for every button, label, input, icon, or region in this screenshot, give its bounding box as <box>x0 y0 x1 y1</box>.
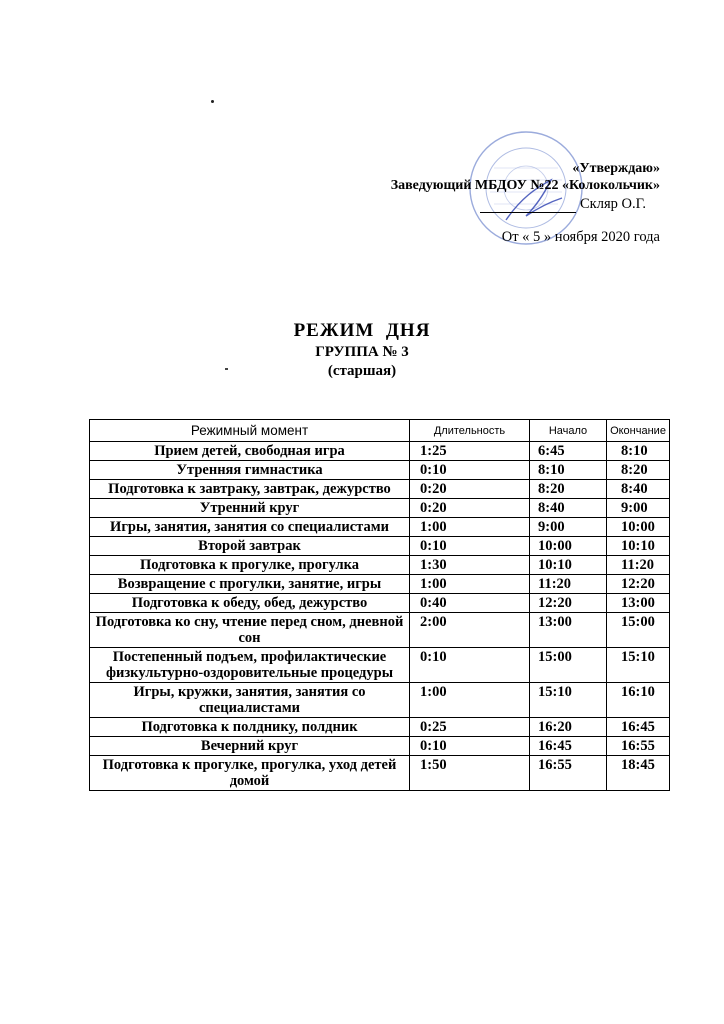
start-cell: 8:40 <box>530 499 607 518</box>
activity-cell: Подготовка к завтраку, завтрак, дежурство <box>90 480 410 499</box>
column-header-duration: Длительность <box>410 420 530 442</box>
table-row <box>90 537 670 556</box>
table-row <box>90 480 670 499</box>
duration-cell: 1:25 <box>410 442 530 461</box>
end-cell: 15:10 <box>607 648 670 683</box>
column-header-start: Начало <box>530 420 607 442</box>
table-row <box>90 756 670 791</box>
end-cell: 12:20 <box>607 575 670 594</box>
start-cell: 8:10 <box>530 461 607 480</box>
activity-cell: Подготовка к полднику, полдник <box>90 718 410 737</box>
approver-position: Заведующий МБДОУ №22 «Колокольчик» <box>390 178 660 193</box>
activity-cell: Подготовка к прогулке, прогулка, уход детей домой <box>90 756 410 791</box>
activity-cell: Второй завтрак <box>90 537 410 556</box>
activity-cell: Игры, кружки, занятия, занятия со специалистами <box>90 683 410 718</box>
duration-cell: 1:00 <box>410 683 530 718</box>
end-cell: 8:10 <box>607 442 670 461</box>
start-cell: 15:10 <box>530 683 607 718</box>
activity-cell: Вечерний круг <box>90 737 410 756</box>
column-header-activity: Режимный момент <box>90 420 410 442</box>
activity-cell: Возвращение с прогулки, занятие, игры <box>90 575 410 594</box>
page-title: РЕЖИМ ДНЯ <box>293 320 431 341</box>
end-cell: 10:00 <box>607 518 670 537</box>
end-cell: 16:10 <box>607 683 670 718</box>
activity-cell: Постепенный подъем, профилактические физкультурно-оздоровительные процедуры <box>90 648 410 683</box>
duration-cell: 0:10 <box>410 737 530 756</box>
table-row <box>90 518 670 537</box>
start-cell: 11:20 <box>530 575 607 594</box>
duration-cell: 0:40 <box>410 594 530 613</box>
end-cell: 13:00 <box>607 594 670 613</box>
activity-cell: Подготовка ко сну, чтение перед сном, дневной сон <box>90 613 410 648</box>
table-row <box>90 648 670 683</box>
duration-cell: 0:10 <box>410 461 530 480</box>
table-row <box>90 594 670 613</box>
approval-block <box>391 160 660 194</box>
scan-speck <box>211 100 214 103</box>
start-cell: 16:55 <box>530 756 607 791</box>
start-cell: 8:20 <box>530 480 607 499</box>
table-row <box>90 718 670 737</box>
approval-date: От « 5 » ноября 2020 года <box>501 229 660 245</box>
start-cell: 9:00 <box>530 518 607 537</box>
table-row <box>90 461 670 480</box>
table-row <box>90 683 670 718</box>
activity-cell: Прием детей, свободная игра <box>90 442 410 461</box>
table-row <box>90 613 670 648</box>
activity-cell: Игры, занятия, занятия со специалистами <box>90 518 410 537</box>
approve-label: «Утверждаю» <box>572 161 660 176</box>
column-header-end: Окончание <box>607 420 670 442</box>
duration-cell: 0:10 <box>410 537 530 556</box>
duration-cell: 1:30 <box>410 556 530 575</box>
end-cell: 18:45 <box>607 756 670 791</box>
table-row <box>90 499 670 518</box>
duration-cell: 0:10 <box>410 648 530 683</box>
table-row <box>90 556 670 575</box>
duration-cell: 0:20 <box>410 480 530 499</box>
start-cell: 15:00 <box>530 648 607 683</box>
signature-line <box>480 196 646 213</box>
activity-cell: Подготовка к прогулке, прогулка <box>90 556 410 575</box>
end-cell: 15:00 <box>607 613 670 648</box>
start-cell: 16:20 <box>530 718 607 737</box>
end-cell: 16:45 <box>607 718 670 737</box>
signer-name: Скляр О.Г. <box>580 196 646 212</box>
end-cell: 8:40 <box>607 480 670 499</box>
table-row <box>90 442 670 461</box>
start-cell: 6:45 <box>530 442 607 461</box>
table-row <box>90 575 670 594</box>
end-cell: 16:55 <box>607 737 670 756</box>
duration-cell: 0:25 <box>410 718 530 737</box>
end-cell: 9:00 <box>607 499 670 518</box>
end-cell: 11:20 <box>607 556 670 575</box>
schedule-table <box>89 419 670 791</box>
duration-cell: 1:00 <box>410 575 530 594</box>
activity-cell: Утренняя гимнастика <box>90 461 410 480</box>
table-row <box>90 737 670 756</box>
signature-underline <box>480 198 576 213</box>
group-title: ГРУППА № 3 <box>315 344 409 360</box>
start-cell: 10:00 <box>530 537 607 556</box>
activity-cell: Утренний круг <box>90 499 410 518</box>
duration-cell: 0:20 <box>410 499 530 518</box>
start-cell: 13:00 <box>530 613 607 648</box>
group-subtitle: (старшая) <box>327 363 397 379</box>
table-header-row <box>90 420 670 442</box>
activity-cell: Подготовка к обеду, обед, дежурство <box>90 594 410 613</box>
start-cell: 12:20 <box>530 594 607 613</box>
duration-cell: 1:00 <box>410 518 530 537</box>
end-cell: 10:10 <box>607 537 670 556</box>
duration-cell: 2:00 <box>410 613 530 648</box>
start-cell: 10:10 <box>530 556 607 575</box>
duration-cell: 1:50 <box>410 756 530 791</box>
start-cell: 16:45 <box>530 737 607 756</box>
end-cell: 8:20 <box>607 461 670 480</box>
